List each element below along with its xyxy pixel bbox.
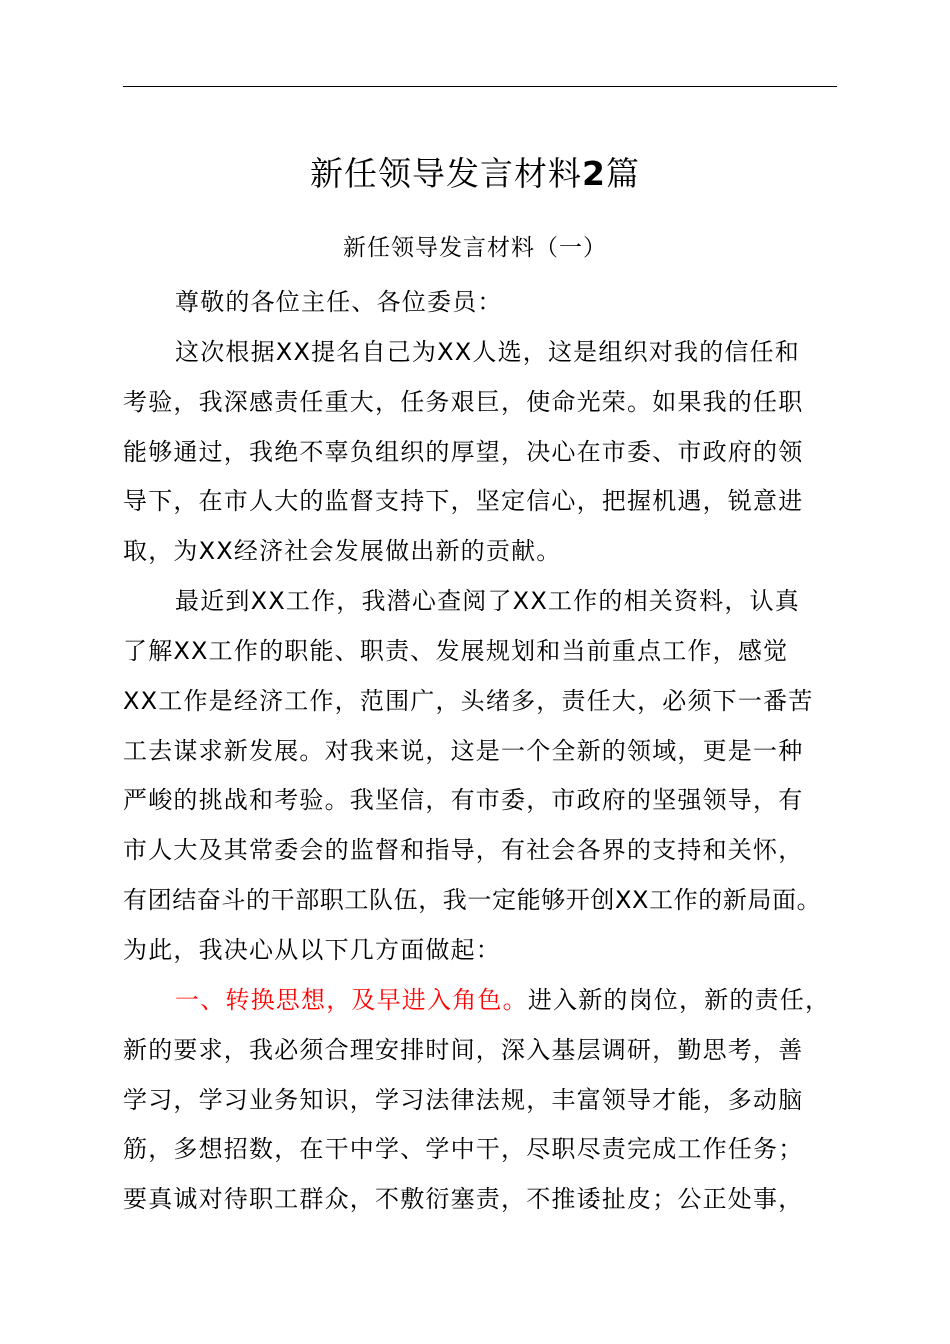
paragraph-line: 为此，我决心从以下几方面做起：: [123, 935, 501, 964]
document-title: [0, 150, 950, 198]
section-subtitle: 新任领导发言材料（一）: [343, 235, 607, 261]
paragraph-line: 学习，学习业务知识，学习法律法规，丰富领导才能，多动脑: [123, 1085, 804, 1114]
paragraph-line: 市人大及其常委会的监督和指导，有社会各界的支持和关怀，: [123, 836, 804, 865]
paragraph-line: 新的要求，我必须合理安排时间，深入基层调研，勤思考，善: [123, 1035, 804, 1064]
paragraph-line: 考验，我深感责任重大，任务艰巨，使命光荣。如果我的任职: [123, 387, 804, 416]
paragraph-line: 严峻的挑战和考验。我坚信，有市委，市政府的坚强领导，有: [123, 786, 804, 815]
paragraph-line: 取，为XX经济社会发展做出新的贡献。: [123, 537, 562, 566]
paragraph-line: 了解XX工作的职能、职责、发展规划和当前重点工作，感觉: [123, 636, 789, 665]
paragraph-line: 有团结奋斗的干部职工队伍，我一定能够开创XX工作的新局面。: [123, 886, 822, 915]
heading-continuation: 进入新的岗位，新的责任，: [527, 985, 831, 1014]
paragraph-line: 这次根据XX提名自己为XX人选，这是组织对我的信任和: [175, 337, 800, 366]
salutation: 尊敬的各位主任、各位委员：: [175, 288, 503, 316]
document-body: [123, 278, 863, 1225]
paragraph-line: [123, 976, 863, 1026]
title-text: 新任领导发言材料: [310, 154, 583, 193]
paragraph-line: 筋，多想招数，在干中学、学中干，尽职尽责完成工作任务；: [123, 1135, 804, 1164]
paragraph-line: 导下，在市人大的监督支持下，坚定信心，把握机遇，锐意进: [123, 487, 804, 516]
paragraph-line: 工去谋求新发展。对我来说，这是一个全新的领域，更是一种: [123, 736, 804, 765]
title-tail: 篇: [605, 154, 640, 193]
header-rule: [123, 86, 837, 87]
title-number: 2: [582, 154, 606, 193]
section-heading: 一、转换思想，及早进入角色。: [175, 985, 528, 1014]
paragraph-line: 最近到XX工作，我潜心查阅了XX工作的相关资料，认真: [175, 587, 800, 616]
paragraph-line: 要真诚对待职工群众，不敷衍塞责，不推诿扯皮；公正处事，: [123, 1185, 804, 1214]
paragraph-line: XX工作是经济工作，范围广，头绪多，责任大，必须下一番苦: [123, 686, 814, 715]
paragraph-line: 能够通过，我绝不辜负组织的厚望，决心在市委、市政府的领: [123, 437, 804, 466]
